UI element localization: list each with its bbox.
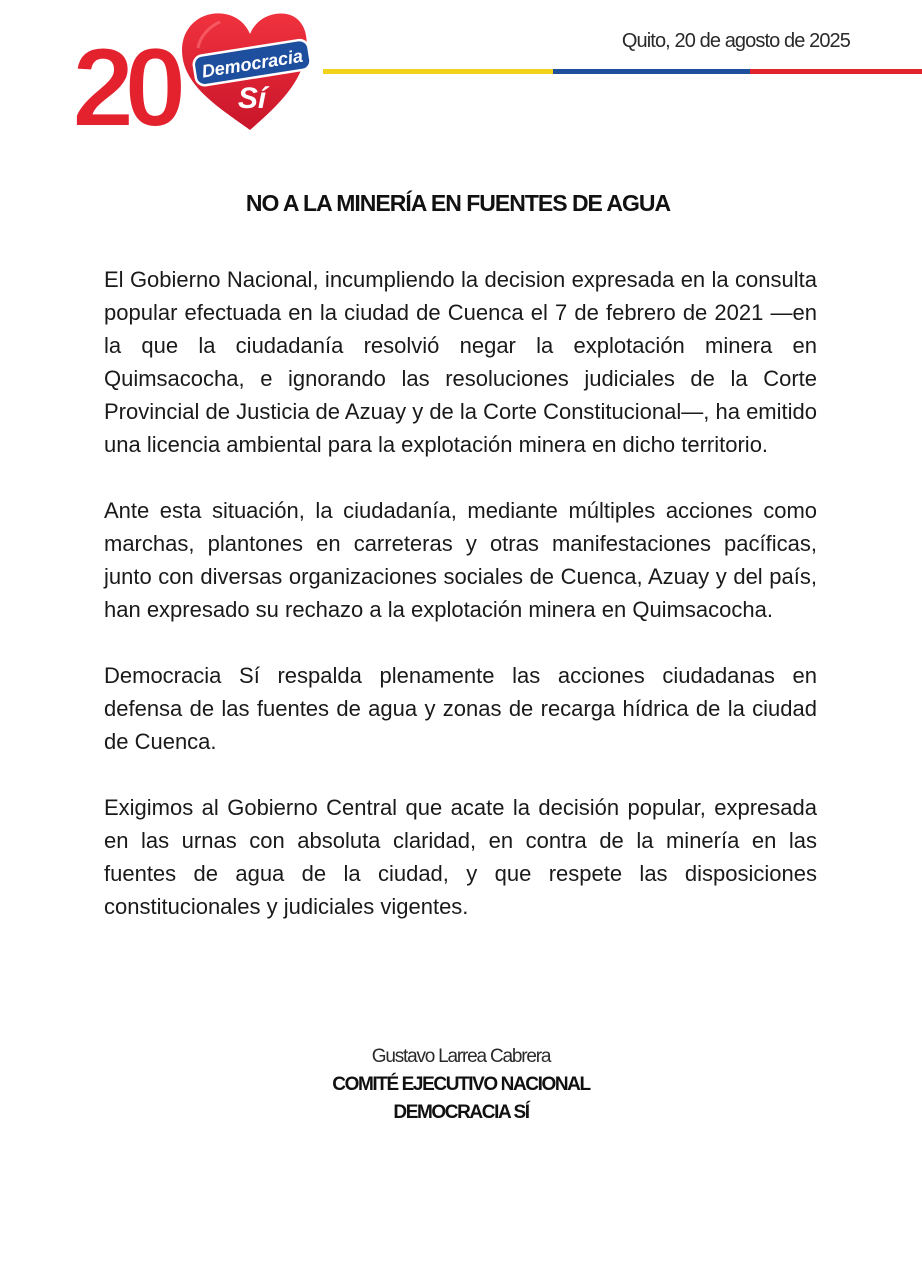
signatory-committee: COMITÉ EJECUTIVO NACIONAL <box>332 1074 590 1095</box>
paragraph-3: Democracia Sí respalda plenamente las acciones ciudadanas en defensa de las fuentes de agua y zonas de recarga hídrica de la ciudad de Cuenca. <box>104 663 817 754</box>
signatory-name: Gustavo Larrea Cabrera <box>371 1046 551 1067</box>
document-title: NO A LA MINERÍA EN FUENTES DE AGUA <box>245 190 671 216</box>
logo-si: Sí <box>237 82 267 115</box>
stripe-red <box>750 69 922 74</box>
paragraph-2: Ante esta situación, la ciudadanía, mediante múltiples acciones como marchas, plantones en carreteras y otras manifestaciones pacíficas, junto con diversas organizaciones sociales de Cuenca, Azuay y del país, han expresado su rechazo a la explotación minera en Quimsacocha. <box>104 498 817 622</box>
document-date: Quito, 20 de agosto de 2025 <box>621 30 850 52</box>
flag-stripes <box>323 69 922 74</box>
stripe-blue <box>553 69 750 74</box>
document-body <box>104 263 817 956</box>
signatory-party: DEMOCRACIA SÍ <box>393 1102 529 1123</box>
logo-number: 20 <box>72 25 177 136</box>
party-logo <box>70 8 315 136</box>
paragraph-1: El Gobierno Nacional, incumpliendo la decision expresada en la consulta popular efectuada en la ciudad de Cuenca el 7 de febrero de 2021 —en la que la ciudadanía resolvió negar la explotación minera en Quimsacocha, e ignorando las resoluciones judiciales de la Corte Provincial de Justicia de Azuay y de la Corte Constitucional—, ha emitido una licencia ambiental para la explotación minera en dicho territorio. <box>104 267 817 457</box>
stripe-yellow <box>323 69 553 74</box>
paragraph-4: Exigimos al Gobierno Central que acate la decisión popular, expresada en las urnas con absoluta claridad, en contra de la minería en las fuentes de agua de la ciudad, y que respete las disposiciones constitucionales y judiciales vigentes. <box>104 795 817 919</box>
signature-block <box>0 1043 922 1127</box>
logo-word: Democracia <box>200 45 305 82</box>
